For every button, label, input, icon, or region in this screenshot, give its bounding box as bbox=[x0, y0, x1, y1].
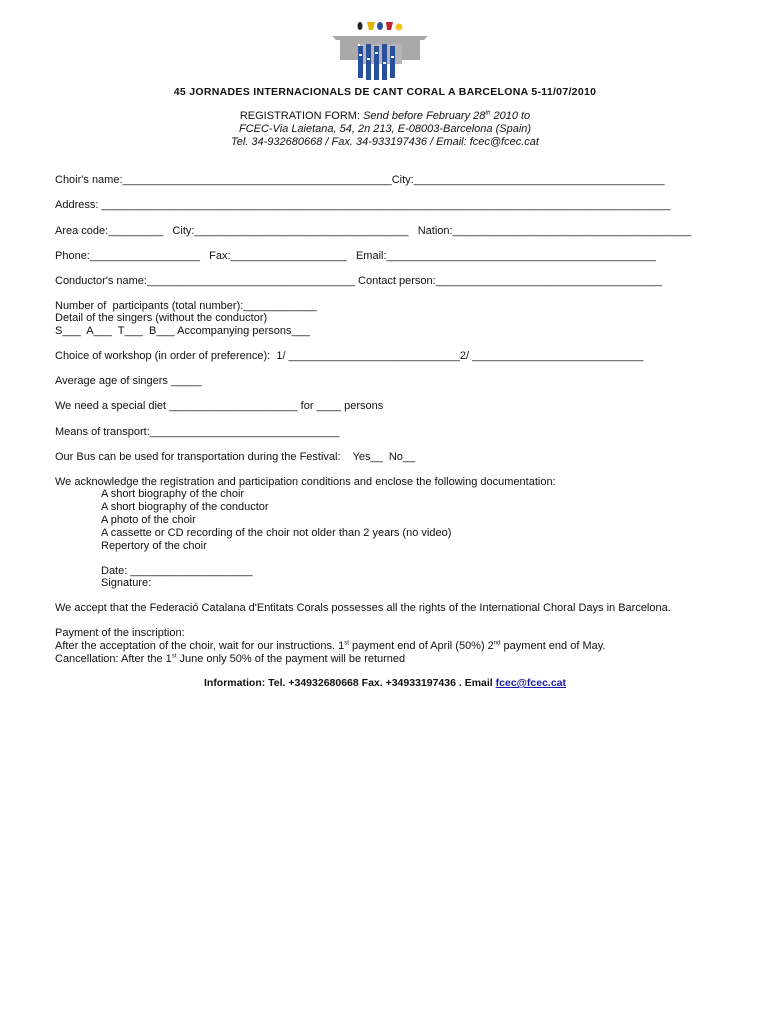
cancellation-policy: Cancellation: After the 1st June only 50% of the payment will be returned bbox=[55, 653, 406, 665]
workshop-field[interactable]: Choice of workshop (in order of preference): 1/ ____________________________2/ ____________________________ bbox=[55, 350, 644, 362]
fcec-contact: Tel. 34-932680668 / Fax. 34-933197436 / Email: fcec@fcec.cat bbox=[231, 136, 539, 148]
transport-field[interactable]: Means of transport:_______________________________ bbox=[55, 426, 340, 438]
special-diet-field[interactable]: We need a special diet _____________________ for ____ persons bbox=[55, 400, 384, 412]
singers-detail-label: Detail of the singers (without the conductor) bbox=[55, 312, 268, 324]
registration-instructions: REGISTRATION FORM: Send before February 28th 2010 to bbox=[239, 110, 531, 122]
doc-item: Repertory of the choir bbox=[101, 540, 207, 552]
bus-field[interactable]: Our Bus can be used for transportation during the Festival: Yes__ No__ bbox=[55, 451, 416, 463]
conductor-field[interactable]: Conductor's name:__________________________________ Contact person:_____________________________________ bbox=[55, 275, 663, 287]
fcec-logo bbox=[330, 18, 430, 82]
email-link[interactable]: fcec@fcec.cat bbox=[495, 677, 567, 689]
signature-field[interactable]: Signature: bbox=[101, 577, 152, 589]
voices-field[interactable]: S___ A___ T___ B___ Accompanying persons___ bbox=[55, 325, 310, 337]
doc-item: A cassette or CD recording of the choir not older than 2 years (no video) bbox=[101, 527, 452, 539]
choir-name-field[interactable]: Choir's name:____________________________________________City:_________________________________________ bbox=[55, 174, 665, 186]
doc-item: A photo of the choir bbox=[101, 514, 196, 526]
phone-field[interactable]: Phone:__________________ Fax:___________________ Email:____________________________________________ bbox=[55, 250, 656, 262]
information-footer: Information: Tel. +34932680668 Fax. +34933197436 . Email fcec@fcec.cat bbox=[203, 677, 567, 689]
doc-item: A short biography of the conductor bbox=[101, 501, 269, 513]
page-title: 45 JORNADES INTERNACIONALS DE CANT CORAL A BARCELONA 5-11/07/2010 bbox=[173, 86, 597, 98]
doc-item: A short biography of the choir bbox=[101, 488, 245, 500]
documentation-intro: We acknowledge the registration and participation conditions and enclose the following documentation: bbox=[55, 476, 556, 488]
payment-schedule: After the acceptation of the choir, wait for our instructions. 1st payment end of April (50%) 2nd payment end of May. bbox=[55, 640, 606, 652]
average-age-field[interactable]: Average age of singers _____ bbox=[55, 375, 202, 387]
date-field[interactable]: Date: ____________________ bbox=[101, 565, 253, 577]
address-field[interactable]: Address: _____________________________________________________________________________________________ bbox=[55, 199, 671, 211]
payment-heading: Payment of the inscription: bbox=[55, 627, 185, 639]
rights-statement: We accept that the Federació Catalana d'Entitats Corals possesses all the rights of the International Choral Days in Barcelona. bbox=[55, 602, 671, 614]
area-code-field[interactable]: Area code:_________ City:___________________________________ Nation:_______________________________________ bbox=[55, 225, 692, 237]
fcec-address: FCEC-Via Laietana, 54, 2n 213, E-08003-Barcelona (Spain) bbox=[238, 123, 532, 135]
participants-field[interactable]: Number of participants (total number):____________ bbox=[55, 300, 317, 312]
